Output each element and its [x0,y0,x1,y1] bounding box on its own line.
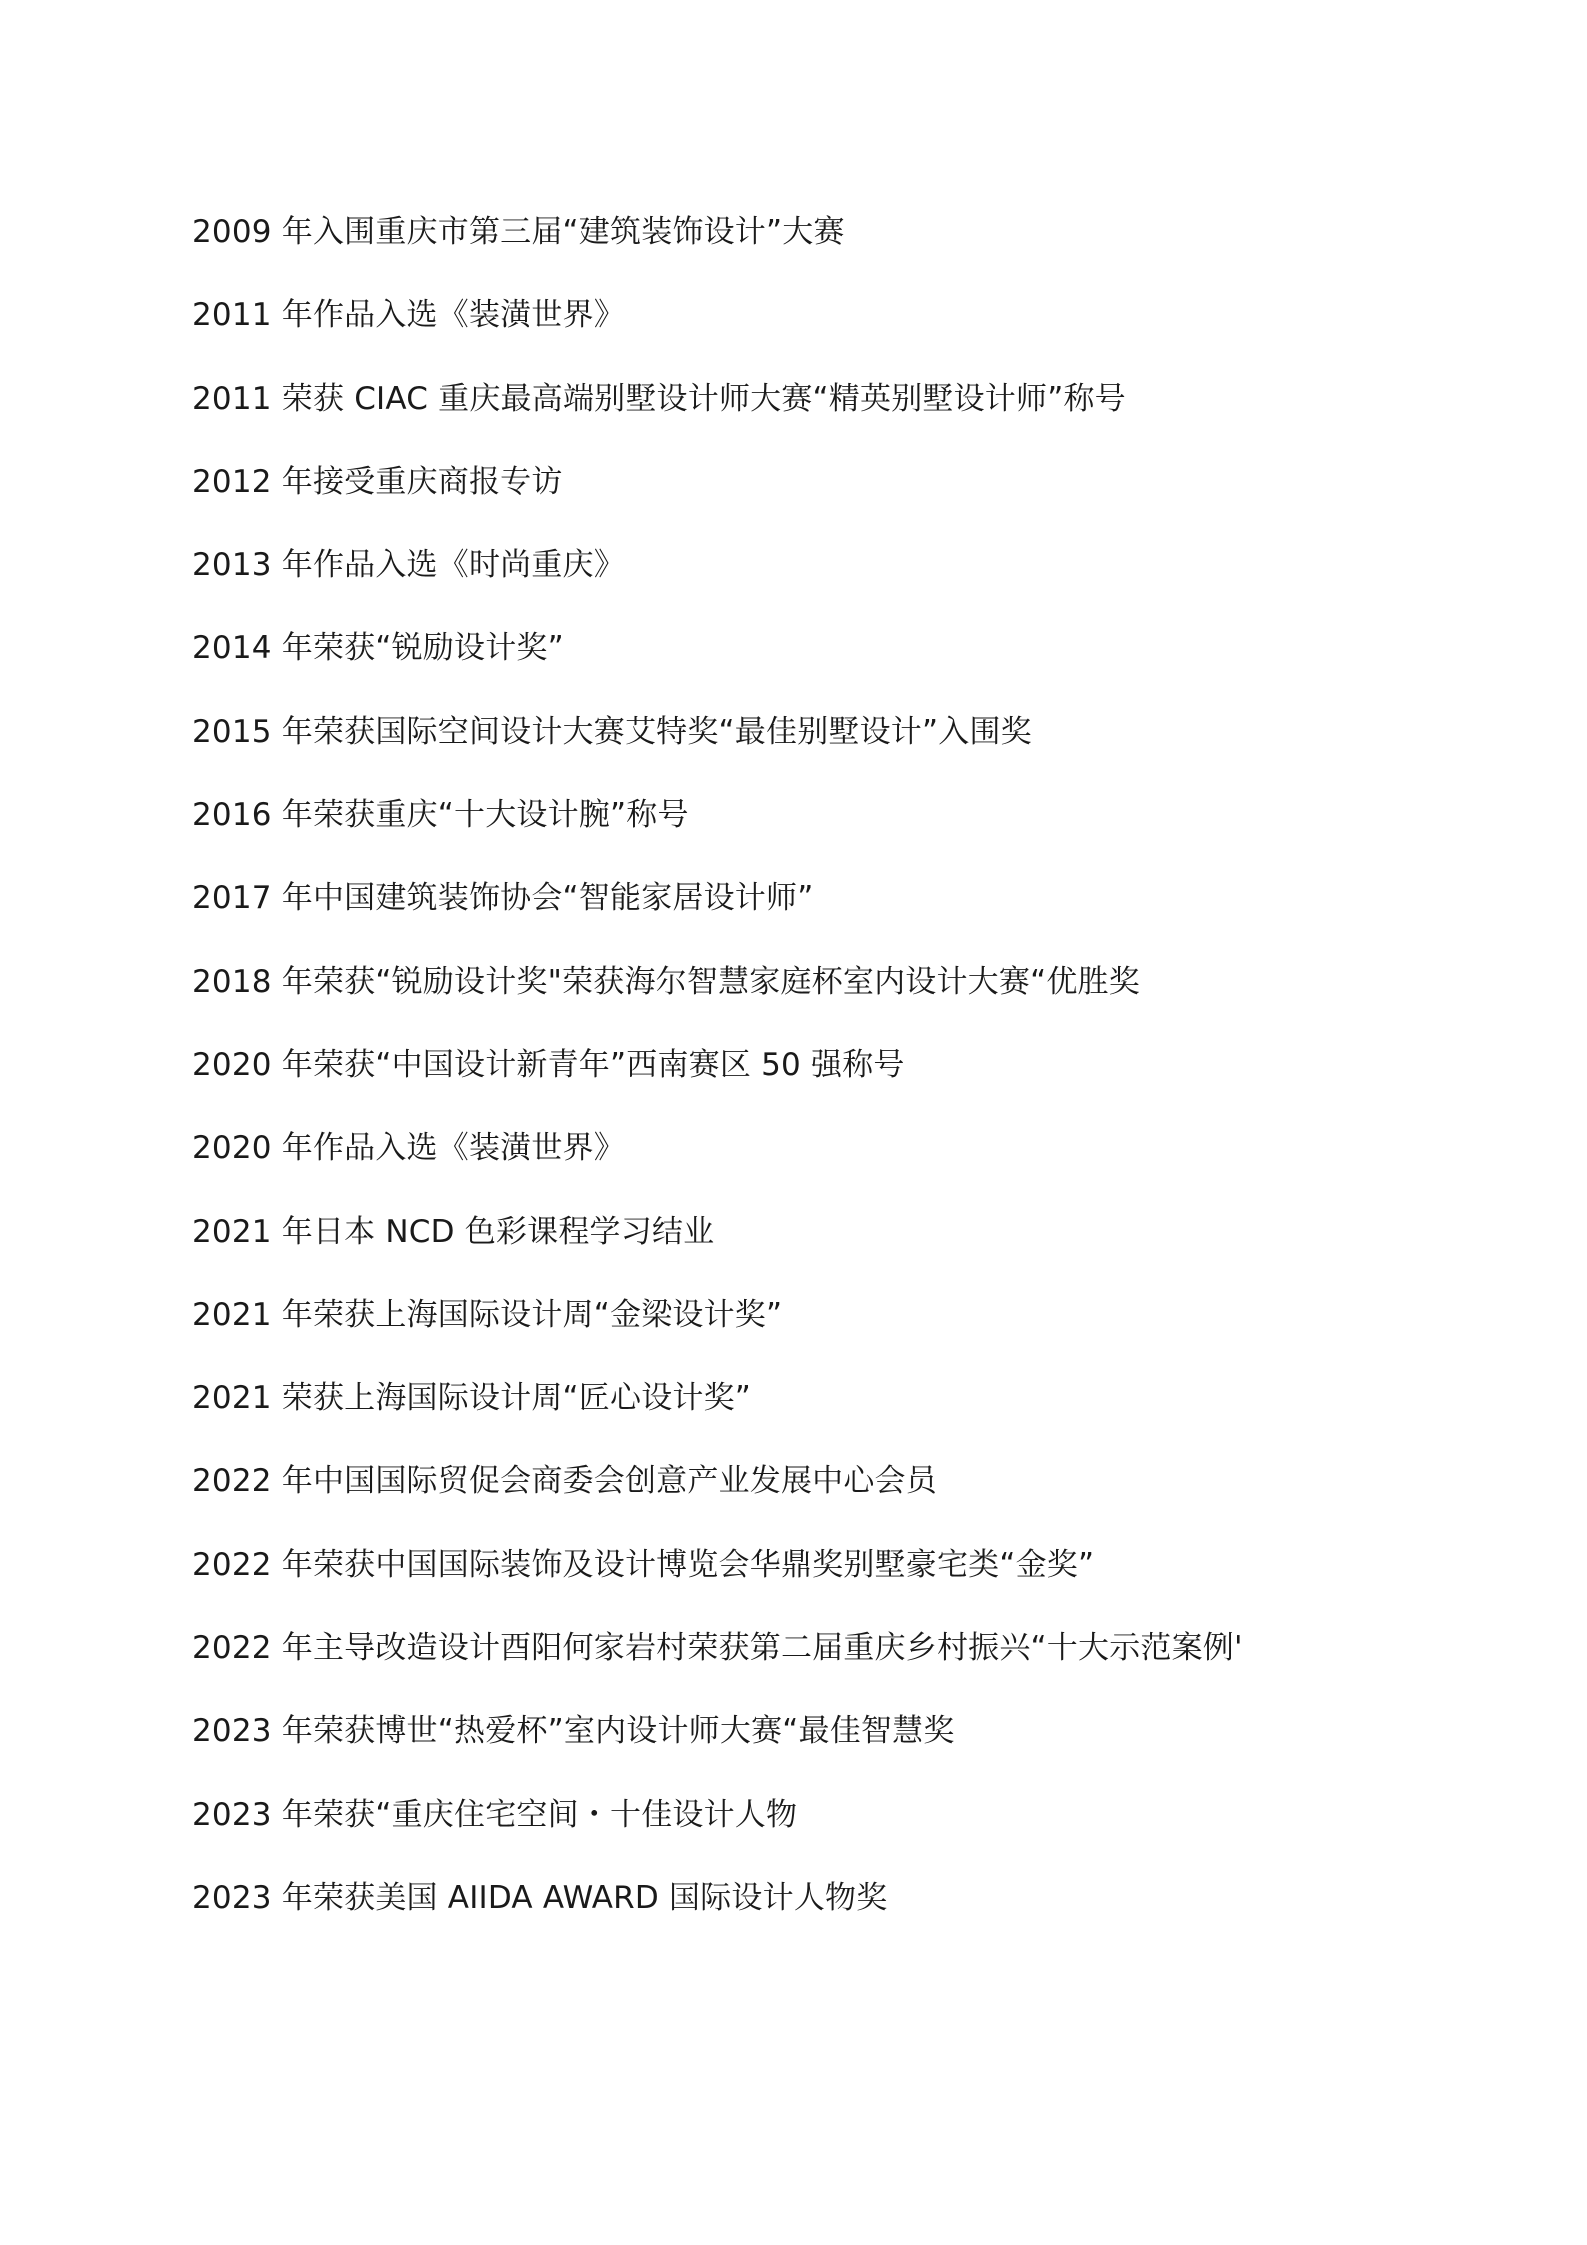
list-item: 2020 年作品入选《装潢世界》 [192,1130,625,1167]
list-item: 2011 年作品入选《装潢世界》 [192,297,625,334]
list-item: 2022 年主导改造设计酉阳何家岩村荣获第二届重庆乡村振兴“十大示范案例' [192,1630,1243,1667]
list-item: 2015 年荣获国际空间设计大赛艾特奖“最佳别墅设计”入围奖 [192,713,1032,750]
list-item: 2021 年日本 NCD 色彩课程学习结业 [192,1213,715,1250]
list-item: 2022 年荣获中国国际装饰及设计博览会华鼎奖别墅豪宅类“金奖” [192,1546,1095,1583]
list-item: 2023 年荣获博世“热爱杯”室内设计师大赛“最佳智慧奖 [192,1713,955,1750]
list-item: 2021 年荣获上海国际设计周“金梁设计奖” [192,1296,783,1333]
list-item: 2014 年荣获“锐励设计奖” [192,630,564,667]
list-item: 2023 年荣获“重庆住宅空间・十佳设计人物 [192,1796,798,1833]
list-item: 2022 年中国国际贸促会商委会创意产业发展中心会员 [192,1463,937,1500]
list-item: 2012 年接受重庆商报专访 [192,463,563,500]
list-item: 2013 年作品入选《时尚重庆》 [192,547,625,584]
list-item: 2018 年荣获“锐励设计奖"荣获海尔智慧家庭杯室内设计大赛“优胜奖 [192,963,1140,1000]
list-item: 2023 年荣获美国 AIIDA AWARD 国际设计人物奖 [192,1879,888,1916]
list-item: 2016 年荣获重庆“十大设计腕”称号 [192,797,689,834]
list-item: 2011 荣获 CIAC 重庆最高端别墅设计师大赛“精英别墅设计师”称号 [192,380,1126,417]
list-item: 2017 年中国建筑装饰协会“智能家居设计师” [192,880,814,917]
list-item: 2009 年入围重庆市第三届“建筑装饰设计”大赛 [192,214,845,250]
award-list [192,210,1442,1959]
list-item: 2020 年荣获“中国设计新青年”西南赛区 50 强称号 [192,1046,905,1083]
list-item: 2021 荣获上海国际设计周“匠心设计奖” [192,1380,752,1417]
